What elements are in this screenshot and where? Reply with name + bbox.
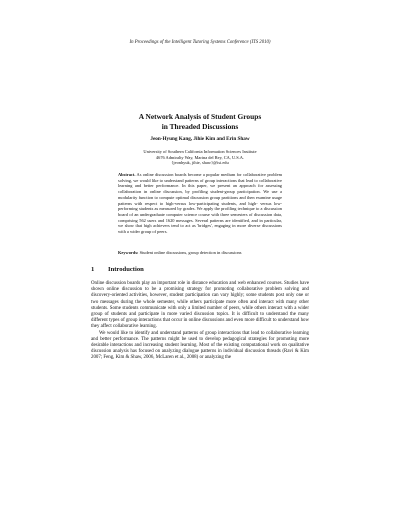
section-heading [91,266,144,273]
abstract-text: As online discussion boards become a popular medium for collaborative problem solving, we would like to understand patterns of group interactions that lead to collaborative learning and better performance. In this paper, we present an approach for assessing collaboration in online discussion, by profiling student-group participation. We use a modularity function to compute optimal discussion group partitions and then examine usage patterns with respect to high-versus low-participating students, and high- versus low-performing students as measured by grades. We apply the profiling technique to a discussion board of an undergraduate computer science course with three semesters of discussion data, comprising 562 users and 1620 messages. Several patterns are identified, and in particular, we show that high achievers tend to act as 'bridges', engaging in more diverse discussions with a wider group of peers. [118,172,282,235]
body-text [91,281,309,362]
affiliation-emails: {jeonhyuk, jihie, shaw}@isi.edu [171,160,229,166]
affiliation-line-2: 4676 Admiralty Way, Marina del Rey, CA, U.S.A. [155,154,245,160]
paper-title [60,112,340,131]
affiliation-block [80,149,320,166]
body-paragraph-2: We would like to identify and understand patterns of group interactions that lead to collaborative learning and better performance. The patterns might be used to develop pedagogical strategies for promoting more desirable interactions and increasing student learning. Most of the existing computational work on qualitative discussion analysis has focused on analyzing dialogue patterns in individual discussion threads (Ravi & Kim 2007; Feng, Kim & Shaw, 2006, McLaren et al., 2008) or analyzing the [91,330,309,361]
abstract-label: Abstract. [118,172,136,177]
abstract [118,172,282,235]
section-title: Introduction [108,266,144,273]
author-list: Jeon-Hyung Kang, Jihie Kim and Erin Shaw [150,136,250,142]
keywords-text: Student online discussions, group detection in discussions [139,250,242,255]
body-paragraph-1: Online discussion boards play an important role in distance education and web enhanced courses. Studies have shown online discussion to be a promising strategy for promoting collaborative problem solving and discovery-oriented activities, however, student participation can vary highly; some students post only one or two messages during the whole semester, while others participate more often and interact with many other students. Some students communicate with only a limited number of peers, while others interact with a wider group of students and participate in more varied discussion topics. It is difficult to understand the many different types of group interactions that occur in online discussions and even more difficult to understand how they affect collaborative learning. [91,281,309,330]
keywords-label: Keywords: [118,250,139,255]
keywords [118,250,293,256]
affiliation-line-1: University of Southern California Information Sciences Institute [143,149,257,154]
title-line-1: A Network Analysis of Student Groups [138,112,262,121]
running-head: In Proceedings of the Intelligent Tutoring Systems Conference (ITS 2010) [129,40,271,45]
title-line-2: in Threaded Discussions [161,121,239,131]
section-number: 1 [91,266,95,273]
